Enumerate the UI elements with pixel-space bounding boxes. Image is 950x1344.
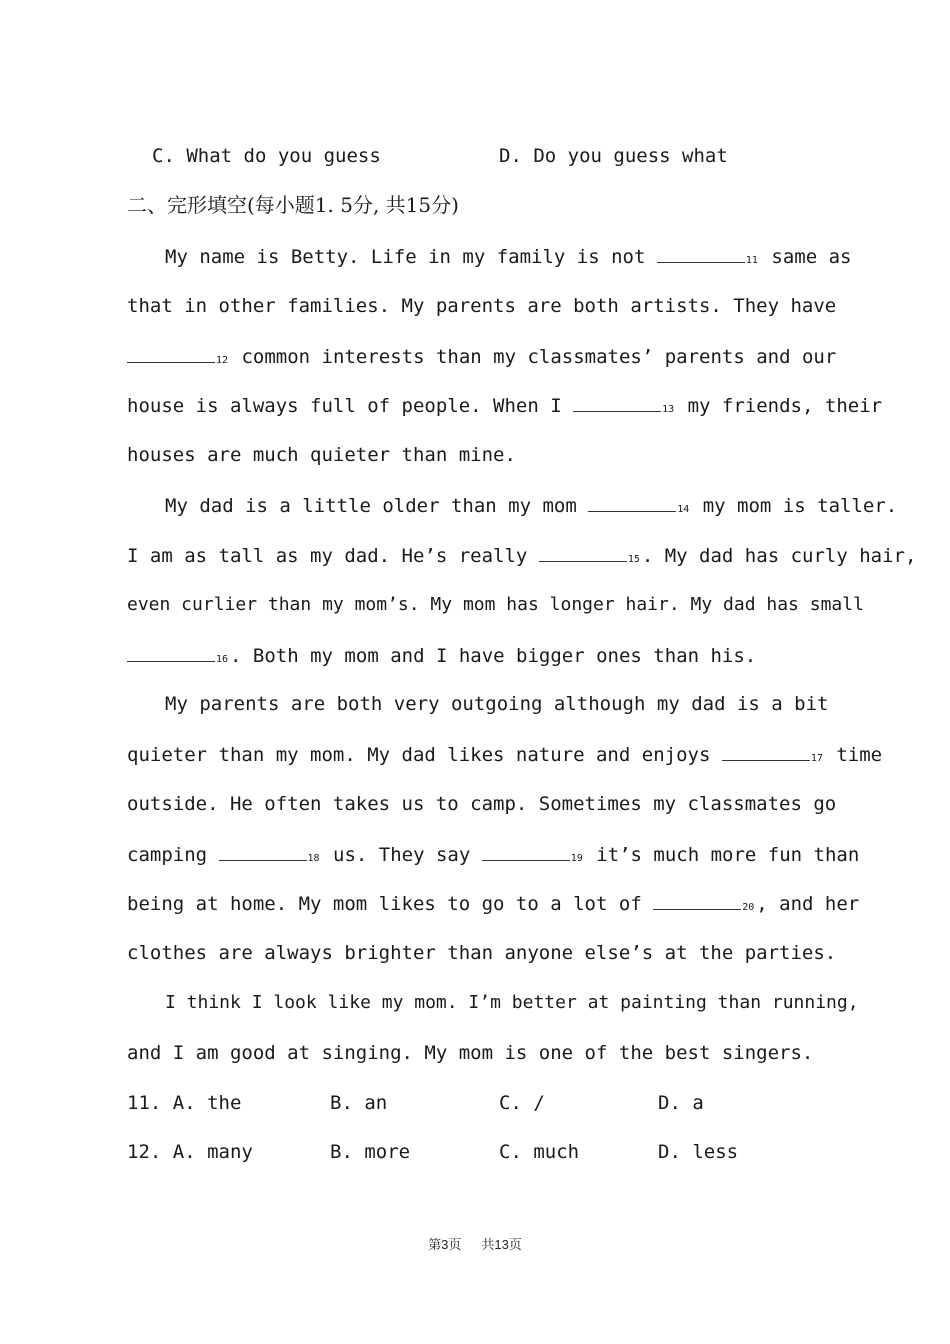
passage-line: camping 18 us. They say 19 it’s much more fun than — [127, 844, 860, 866]
question-12-option-b: B. more — [330, 1141, 411, 1163]
passage-line: My parents are both very outgoing although my dad is a bit — [165, 693, 829, 715]
passage-line: My name is Betty. Life in my family is not 11 same as — [165, 246, 852, 268]
question-11-option-c: C. / — [499, 1092, 545, 1114]
blank-13 — [573, 393, 661, 412]
blank-17 — [722, 742, 810, 761]
passage-line: clothes are always brighter than anyone else’s at the parties. — [127, 942, 837, 964]
passage-line: house is always full of people. When I 13 my friends, their — [127, 395, 883, 417]
page-number: 第3页 — [428, 1237, 462, 1252]
prev-option-c: C. What do you guess — [152, 145, 381, 167]
question-11-option-a: 11. A. the — [127, 1092, 242, 1114]
blank-number: 15 — [627, 554, 640, 565]
blank-number: 13 — [662, 404, 675, 415]
blank-number: 20 — [742, 902, 755, 913]
prev-option-d: D. Do you guess what — [499, 145, 728, 167]
blank-16 — [127, 643, 215, 662]
passage-line: houses are much quieter than mine. — [127, 444, 516, 466]
blank-15 — [539, 543, 627, 562]
blank-number: 19 — [570, 853, 583, 864]
blank-11 — [657, 244, 745, 263]
passage-line: and I am good at singing. My mom is one of the best singers. — [127, 1042, 814, 1064]
question-12-option-c: C. much — [499, 1141, 580, 1163]
passage-line: being at home. My mom likes to go to a lot of 20 , and her — [127, 893, 860, 915]
passage-line: even curlier than my mom’s. My mom has longer hair. My dad has small — [127, 594, 864, 615]
question-12-option-a: 12. A. many — [127, 1141, 253, 1163]
blank-12 — [127, 344, 215, 363]
blank-number: 17 — [810, 753, 823, 764]
passage-line: 12 common interests than my classmates’ parents and our — [127, 344, 836, 373]
blank-number: 16 — [216, 654, 229, 665]
blank-number: 14 — [677, 504, 690, 515]
blank-number: 12 — [216, 355, 229, 366]
passage-line: that in other families. My parents are both artists. They have — [127, 295, 837, 317]
page-total: 共13页 — [481, 1237, 522, 1252]
blank-14 — [588, 493, 676, 512]
passage-line: I think I look like my mom. I’m better at painting than running, — [165, 992, 859, 1013]
question-11-option-b: B. an — [330, 1092, 388, 1114]
passage-line: 16 . Both my mom and I have bigger ones than his. — [127, 643, 756, 672]
passage-line: My dad is a little older than my mom 14 my mom is taller. — [165, 495, 898, 517]
question-12-option-d: D. less — [658, 1141, 739, 1163]
passage-line: I am as tall as my dad. He’s really 15 . My dad has curly hair, — [127, 545, 917, 567]
blank-number: 11 — [745, 255, 758, 266]
blank-number: 18 — [307, 853, 320, 864]
page-footer — [0, 1234, 950, 1253]
section-title: 二、完形填空(每小题1. 5分, 共15分) — [127, 193, 459, 217]
passage-line: quieter than my mom. My dad likes nature and enjoys 17 time — [127, 744, 883, 766]
blank-20 — [653, 891, 741, 910]
blank-19 — [482, 842, 570, 861]
question-11-option-d: D. a — [658, 1092, 704, 1114]
passage-line: outside. He often takes us to camp. Sometimes my classmates go — [127, 793, 837, 815]
blank-18 — [219, 842, 307, 861]
